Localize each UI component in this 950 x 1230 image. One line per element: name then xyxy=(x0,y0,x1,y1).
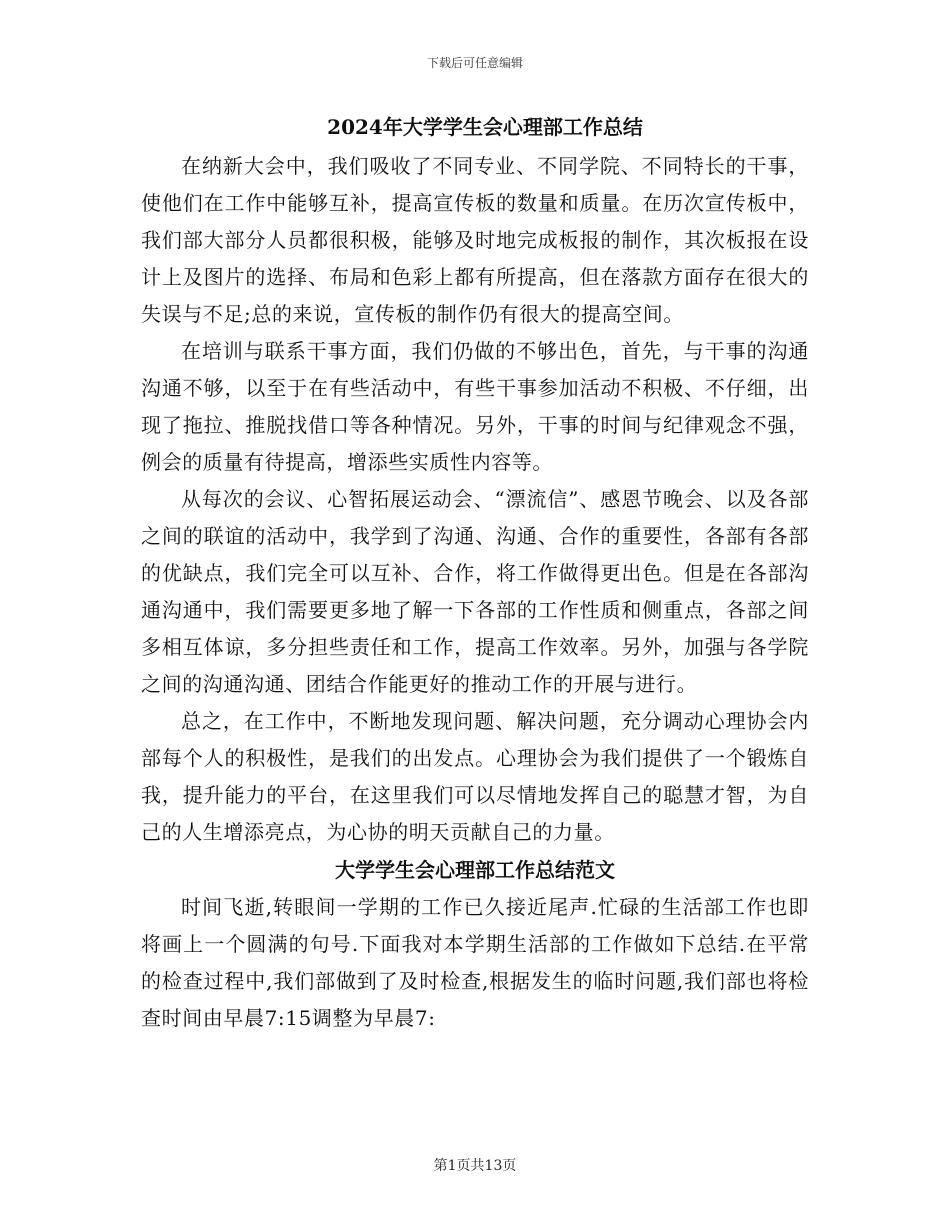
document-body xyxy=(141,112,809,1037)
page-footer: 第1页共13页 xyxy=(433,1158,517,1174)
paragraph: 时间飞逝,转眼间一学期的工作已久接近尾声.忙碌的生活部工作也即将画上一个圆满的句号.下面我对本学期生活部的工作做如下总结.在平常的检查过程中,我们部做到了及时检查,根据发生的临时问题,我们部也将检查时间由早晨7:15调整为早晨7: xyxy=(141,895,809,1030)
paragraph: 在纳新大会中，我们吸收了不同专业、不同学院、不同特长的干事，使他们在工作中能够互补，提高宣传板的数量和质量。在历次宣传板中，我们部大部分人员都很积极，能够及时地完成板报的制作，其次板报在设计上及图片的选择、布局和色彩上都有所提高，但在落款方面存在很大的失误与不足;总的来说，宣传板的制作仍有很大的提高空间。 xyxy=(141,154,809,326)
header-note: 下载后可任意编辑 xyxy=(426,56,523,70)
document-title: 2024年大学学生会心理部工作总结 xyxy=(327,115,643,139)
section-title: 大学学生会心理部工作总结范文 xyxy=(335,858,615,882)
paragraph: 从每次的会议、心智拓展运动会、“漂流信”、感恩节晚会、以及各部之间的联谊的活动中，我学到了沟通、沟通、合作的重要性，各部有各部的优缺点，我们完全可以互补、合作，将工作做得更出色。但是在各部沟通沟通中，我们需要更多地了解一下各部的工作性质和侧重点，各部之间多相互体谅，多分担些责任和工作，提高工作效率。另外，加强与各学院之间的沟通沟通、团结合作能更好的推动工作的开展与进行。 xyxy=(141,487,809,696)
paragraph: 在培训与联系干事方面，我们仍做的不够出色，首先，与干事的沟通沟通不够，以至于在有些活动中，有些干事参加活动不积极、不仔细，出现了拖拉、推脱找借口等各种情况。另外，干事的时间与纪律观念不强，例会的质量有待提高，增添些实质性内容等。 xyxy=(141,339,809,474)
paragraph: 总之，在工作中，不断地发现问题、解决问题，充分调动心理协会内部每个人的积极性，是我们的出发点。心理协会为我们提供了一个锻炼自我，提升能力的平台，在这里我们可以尽情地发挥自己的聪慧才智，为自己的人生增添亮点，为心协的明天贡献自己的力量。 xyxy=(141,709,809,844)
